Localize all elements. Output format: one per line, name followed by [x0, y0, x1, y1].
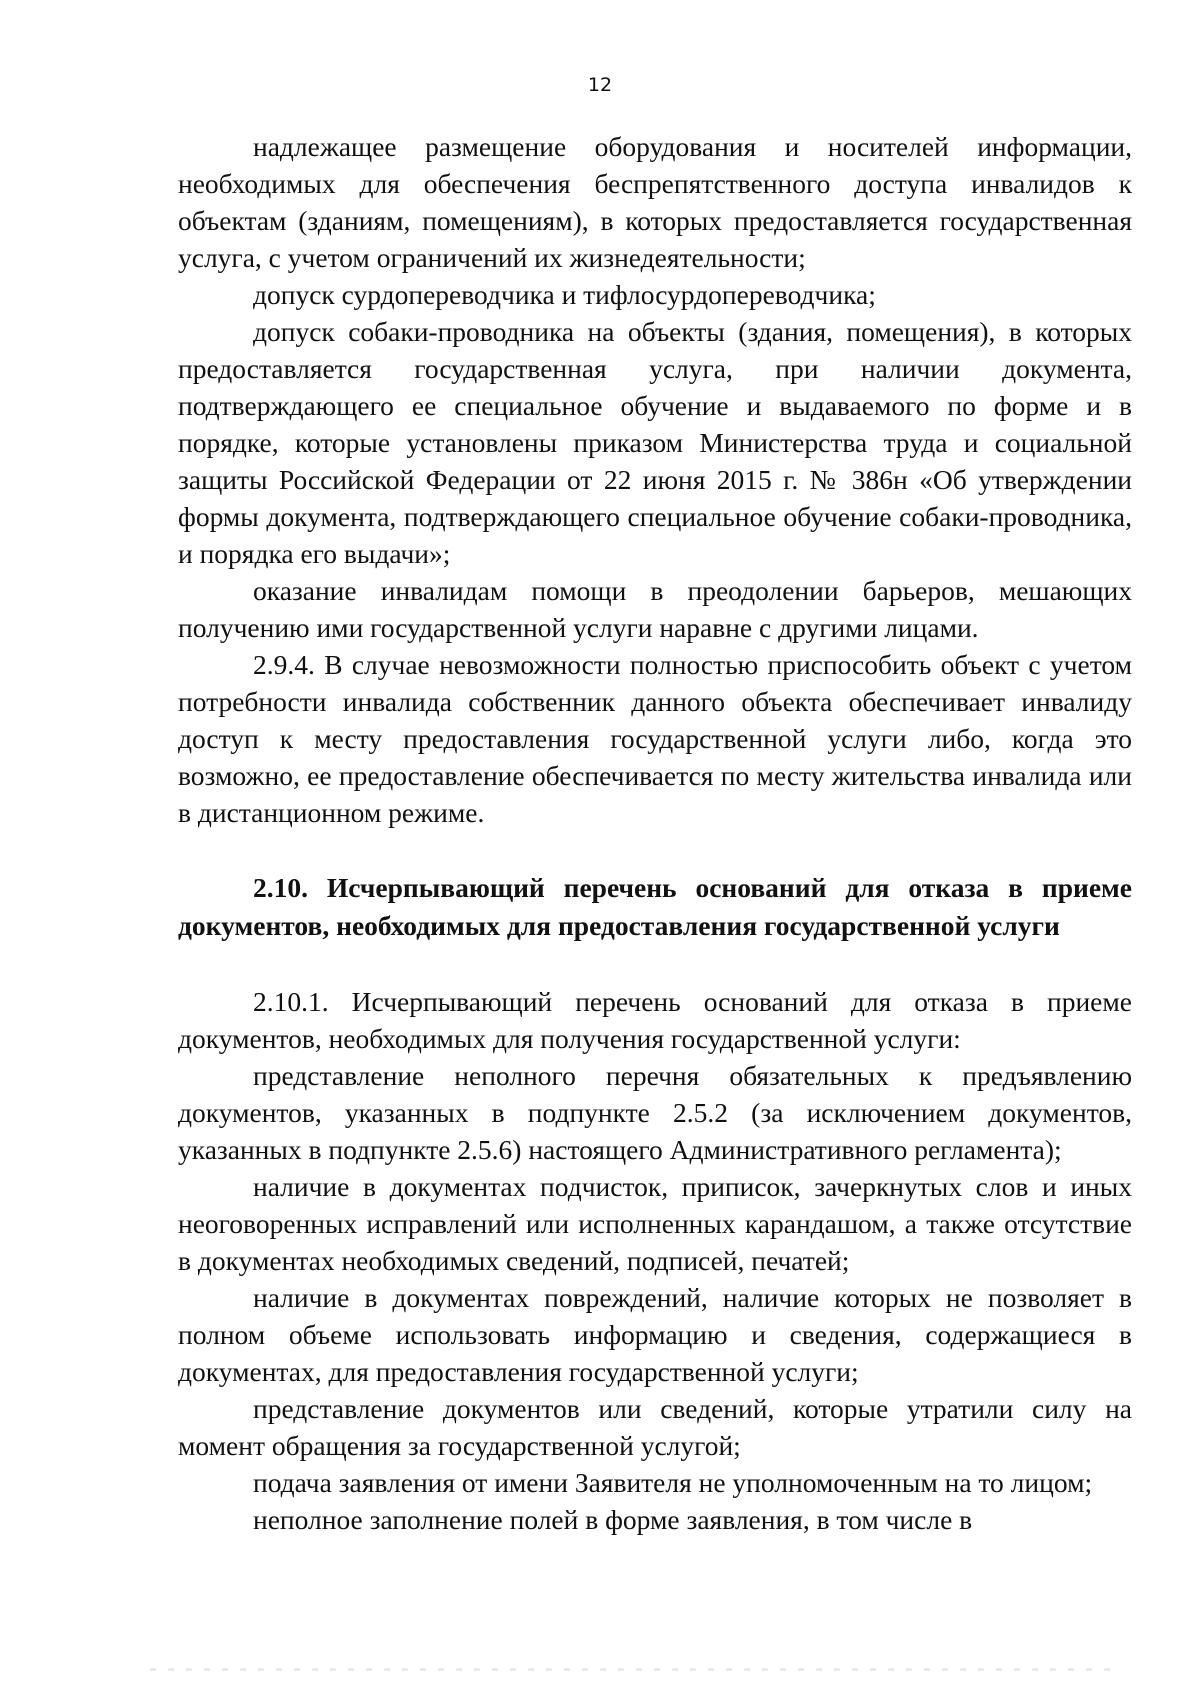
paragraph-guide-dog: допуск собаки-проводника на объекты (здания, помещения), в которых предоставляется государственная услуга, при наличии документа, подтверждающего ее специальное обучение и выдаваемого по форме и в порядке, которые установлены приказом Министерства труда и социальной защиты Российской Федерации от 22 июня 2015 г. № 386н «Об утверждении формы документа, подтверждающего специальное обучение собаки-проводника, и порядка его выдачи»; [178, 316, 1132, 569]
paragraph-damage: наличие в документах повреждений, наличие которых не позволяет в полном объеме использовать информацию и сведения, содержащиеся в документах, для предоставления государственной услуги; [178, 1282, 1132, 1387]
paragraph-2-9-4: 2.9.4. В случае невозможности полностью приспособить объект с учетом потребности инвалида собственник данного объекта обеспечивает инвалиду доступ к месту предоставления государственной услуги либо, когда это возможно, ее предоставление обеспечивается по месту жительства инвалида или в дистанционном режиме. [178, 649, 1132, 828]
paragraph-incomplete-form: неполное заполнение полей в форме заявления, в том числе в [253, 1504, 973, 1535]
page-number: 12 [587, 74, 613, 96]
paragraph-expired-documents: представление документов или сведений, которые утратили силу на момент обращения за государственной услугой; [178, 1393, 1132, 1461]
paragraph-barrier-assistance: оказание инвалидам помощи в преодолении барьеров, мешающих получению ими государственной услуги наравне с другими лицами. [178, 575, 1132, 643]
paragraph-corrections: наличие в документах подчисток, приписок, зачеркнутых слов и иных неоговоренных исправлений или исполненных карандашом, а также отсутствие в документах необходимых сведений, подписей, печатей; [178, 1171, 1132, 1276]
scan-artifact-line [150, 1668, 1110, 1671]
paragraph-2-10-1: 2.10.1. Исчерпывающий перечень оснований для отказа в приеме документов, необходимых для получения государственной услуги: [178, 986, 1132, 1054]
section-heading-2-10: 2.10. Исчерпывающий перечень оснований для отказа в приеме документов, необходимых для предоставления государственной услуги [178, 872, 1132, 941]
paragraph-sign-interpreter: допуск сурдопереводчика и тифлосурдопереводчика; [253, 279, 876, 310]
paragraph-accessibility-equipment: надлежащее размещение оборудования и носителей информации, необходимых для обеспечения беспрепятственного доступа инвалидов к объектам (зданиям, помещениям), в которых предоставляется государственная услуга, с учетом ограничений их жизнедеятельности; [178, 131, 1132, 273]
paragraph-unauthorized-person: подача заявления от имени Заявителя не уполномоченным на то лицом; [253, 1467, 1093, 1498]
paragraph-incomplete-documents: представление неполного перечня обязательных к предъявлению документов, указанных в подпункте 2.5.2 (за исключением документов, указанных в подпункте 2.5.6) настоящего Административного регламента); [178, 1060, 1132, 1165]
document-body [178, 128, 1132, 1538]
